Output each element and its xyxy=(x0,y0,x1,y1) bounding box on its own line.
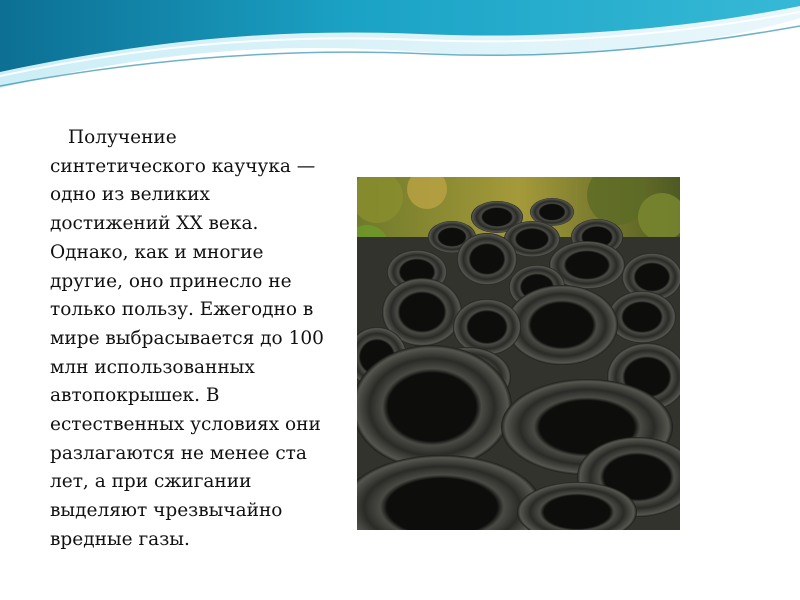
paragraph-line: вредные газы. xyxy=(50,528,190,550)
paragraph-line: мире выбрасывается до 100 xyxy=(50,327,324,349)
paragraph-line: естественных условиях они xyxy=(50,414,321,436)
paragraph-line: достижений XX века. xyxy=(50,213,259,235)
paragraph-line: только пользу. Ежегодно в xyxy=(50,299,314,321)
paragraph-line: другие, оно принесло не xyxy=(50,270,292,292)
tires-photo xyxy=(357,177,680,530)
slide-paragraph xyxy=(50,124,340,555)
paragraph-line: Получение xyxy=(68,127,177,148)
paragraph-line: млн использованных xyxy=(50,356,255,378)
paragraph-line: лет, а при сжигании xyxy=(50,471,252,493)
tires-illustration xyxy=(357,177,680,530)
paragraph-line: автопокрышек. В xyxy=(50,385,220,407)
header-wave-decoration xyxy=(0,0,800,110)
paragraph-line: одно из великих xyxy=(50,184,210,206)
paragraph-line: Однако, как и многие xyxy=(50,241,264,263)
paragraph-line: синтетического каучука — xyxy=(50,155,316,177)
paragraph-line: выделяют чрезвычайно xyxy=(50,500,283,522)
paragraph-line: разлагаются не менее ста xyxy=(50,442,307,464)
